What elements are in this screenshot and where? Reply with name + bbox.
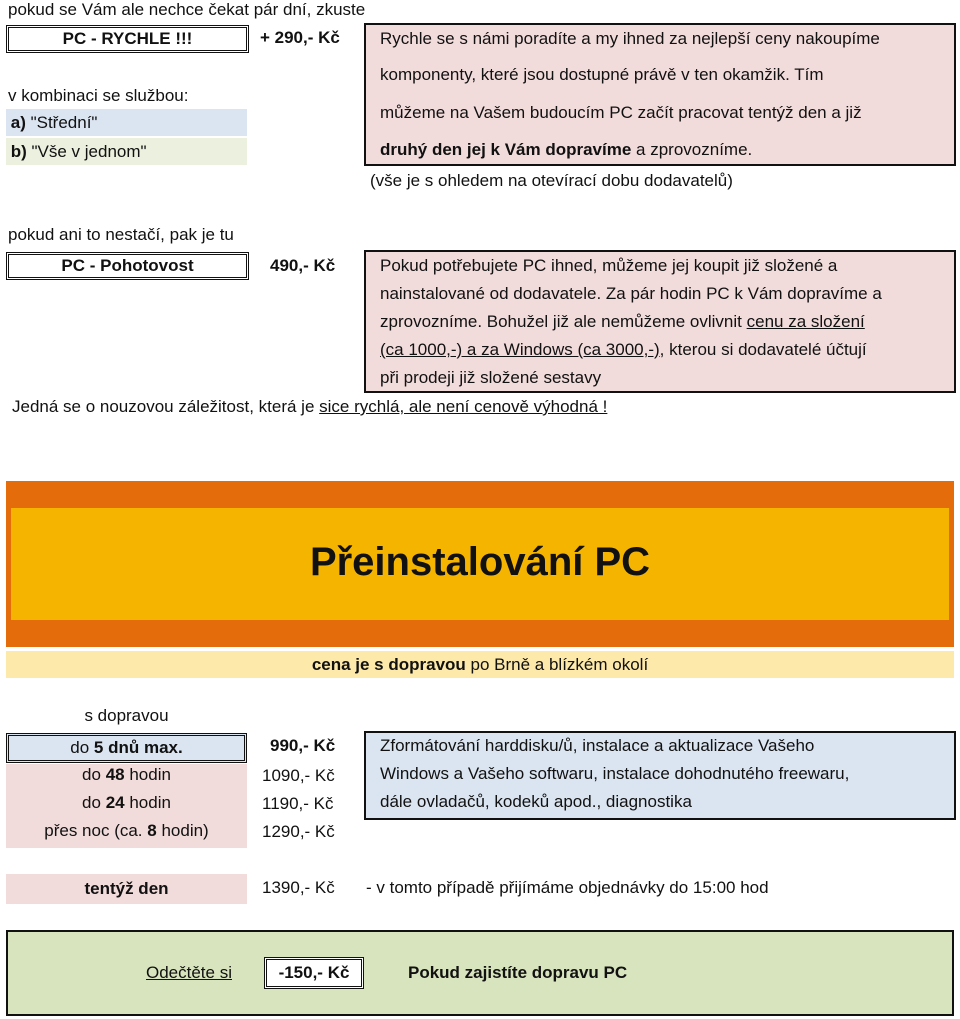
- row-4-post: hodin): [156, 821, 209, 840]
- pricing-row-2-label: [6, 765, 247, 785]
- pricing-row-2-price: 1090,- Kč: [262, 766, 335, 785]
- banner-title: Přeinstalování PC: [309, 540, 651, 584]
- option-a-label: "Střední": [25, 113, 98, 132]
- row-3-pre: do: [82, 793, 106, 812]
- pricing-desc-line-3: dále ovladačů, kodeků apod., diagnostika: [380, 792, 692, 811]
- pohotovost-desc-3a: zprovozníme. Bohužel již ale nemůžeme ovlivnit: [380, 312, 747, 331]
- discount-amount: -150,- Kč: [264, 957, 364, 989]
- banner-subtitle: [6, 651, 954, 678]
- option-b-prefix: b): [10, 142, 27, 161]
- row-2-post: hodin: [124, 765, 171, 784]
- pricing-row-1-label: [6, 733, 247, 763]
- pohotovost-desc-line-4: [380, 340, 867, 360]
- option-a-prefix: a): [10, 113, 26, 132]
- rychle-desc-line-4: [380, 140, 752, 160]
- row-4-bold: 8: [147, 821, 157, 840]
- pohotovost-intro: pokud ani to nestačí, pak je tu: [8, 225, 234, 244]
- pricing-row-1-price: 990,- Kč: [270, 736, 336, 755]
- rychle-note: (vše je s ohledem na otevírací dobu dodavatelů): [370, 171, 733, 190]
- pricing-desc-line-2: Windows a Vašeho softwaru, instalace dohodnutého freewaru,: [380, 764, 850, 783]
- rychle-desc-highlight: druhý den jej k Vám dopravíme: [380, 140, 632, 159]
- row-1-bold: 5 dnů max.: [93, 738, 183, 757]
- banner-subtitle-rest: po Brně a blízkém okolí: [465, 655, 649, 674]
- pohotovost-desc-line-5: při prodeji již složené sestavy: [380, 368, 602, 387]
- rychle-desc-rest: a zprovozníme.: [631, 140, 753, 159]
- pohotovost-price: 490,- Kč: [270, 256, 336, 275]
- pricing-row-3-label: [6, 793, 247, 813]
- rychle-desc-line-1: Rychle se s námi poradíte a my ihned za nejlepší ceny nakoupíme: [380, 29, 880, 48]
- row-3-bold: 24: [105, 793, 125, 812]
- pohotovost-desc-4b: , kterou si dodavatelé účtují: [659, 340, 867, 359]
- row-4-pre: přes noc (ca.: [44, 821, 148, 840]
- pohotovost-warning: [12, 397, 607, 417]
- pohotovost-desc-line-2: nainstalované od dodavatele. Za pár hodin PC k Vám dopravíme a: [380, 284, 882, 303]
- pohotovost-desc-line-1: Pokud potřebujete PC ihned, můžeme jej koupit již složené a: [380, 256, 838, 275]
- discount-label: Odečtěte si: [146, 963, 232, 982]
- option-b: [6, 138, 247, 165]
- pricing-row-4-price: 1290,- Kč: [262, 822, 335, 841]
- same-day-price: 1390,- Kč: [262, 878, 335, 897]
- combo-title: v kombinaci se službou:: [8, 86, 189, 105]
- pricing-header: s dopravou: [84, 706, 169, 725]
- pricing-row-3-price: 1190,- Kč: [262, 794, 334, 813]
- pohotovost-desc-line-3: [380, 312, 865, 332]
- rychle-intro: pokud se Vám ale nechce čekat pár dní, zkuste: [8, 0, 366, 19]
- rychle-desc-line-2: komponenty, které jsou dostupné právě v ten okamžik. Tím: [380, 65, 824, 84]
- warning-underlined: sice rychlá, ale není cenově výhodná !: [319, 397, 608, 416]
- discount-note: Pokud zajistíte dopravu PC: [408, 963, 628, 982]
- warning-text: Jedná se o nouzovou záležitost, která je: [12, 397, 320, 416]
- row-1-pre: do: [70, 738, 94, 757]
- option-a: [6, 109, 247, 136]
- pricing-desc-line-1: Zformátování harddisku/ů, instalace a aktualizace Vašeho: [380, 736, 815, 755]
- row-2-pre: do: [82, 765, 106, 784]
- banner-subtitle-bold: cena je s dopravou: [311, 655, 466, 674]
- row-3-post: hodin: [124, 793, 171, 812]
- pricing-row-4-label: [6, 821, 247, 841]
- pohotovost-desc-4a: (ca 1000,-) a za Windows (ca 3000,-): [380, 340, 660, 359]
- option-b-label: "Vše v jednom": [26, 142, 147, 161]
- rychle-desc-line-3: můžeme na Vašem budoucím PC začít pracovat tentýž den a již: [380, 103, 862, 122]
- rychle-price: + 290,- Kč: [260, 28, 340, 47]
- pohotovost-label: PC - Pohotovost: [6, 252, 249, 280]
- rychle-label: PC - RYCHLE !!!: [6, 25, 249, 53]
- same-day-note: - v tomto případě přijímáme objednávky do 15:00 hod: [366, 878, 769, 897]
- same-day-label: tentýž den: [6, 874, 247, 904]
- pohotovost-desc-3b: cenu za složení: [746, 312, 865, 331]
- row-2-bold: 48: [105, 765, 125, 784]
